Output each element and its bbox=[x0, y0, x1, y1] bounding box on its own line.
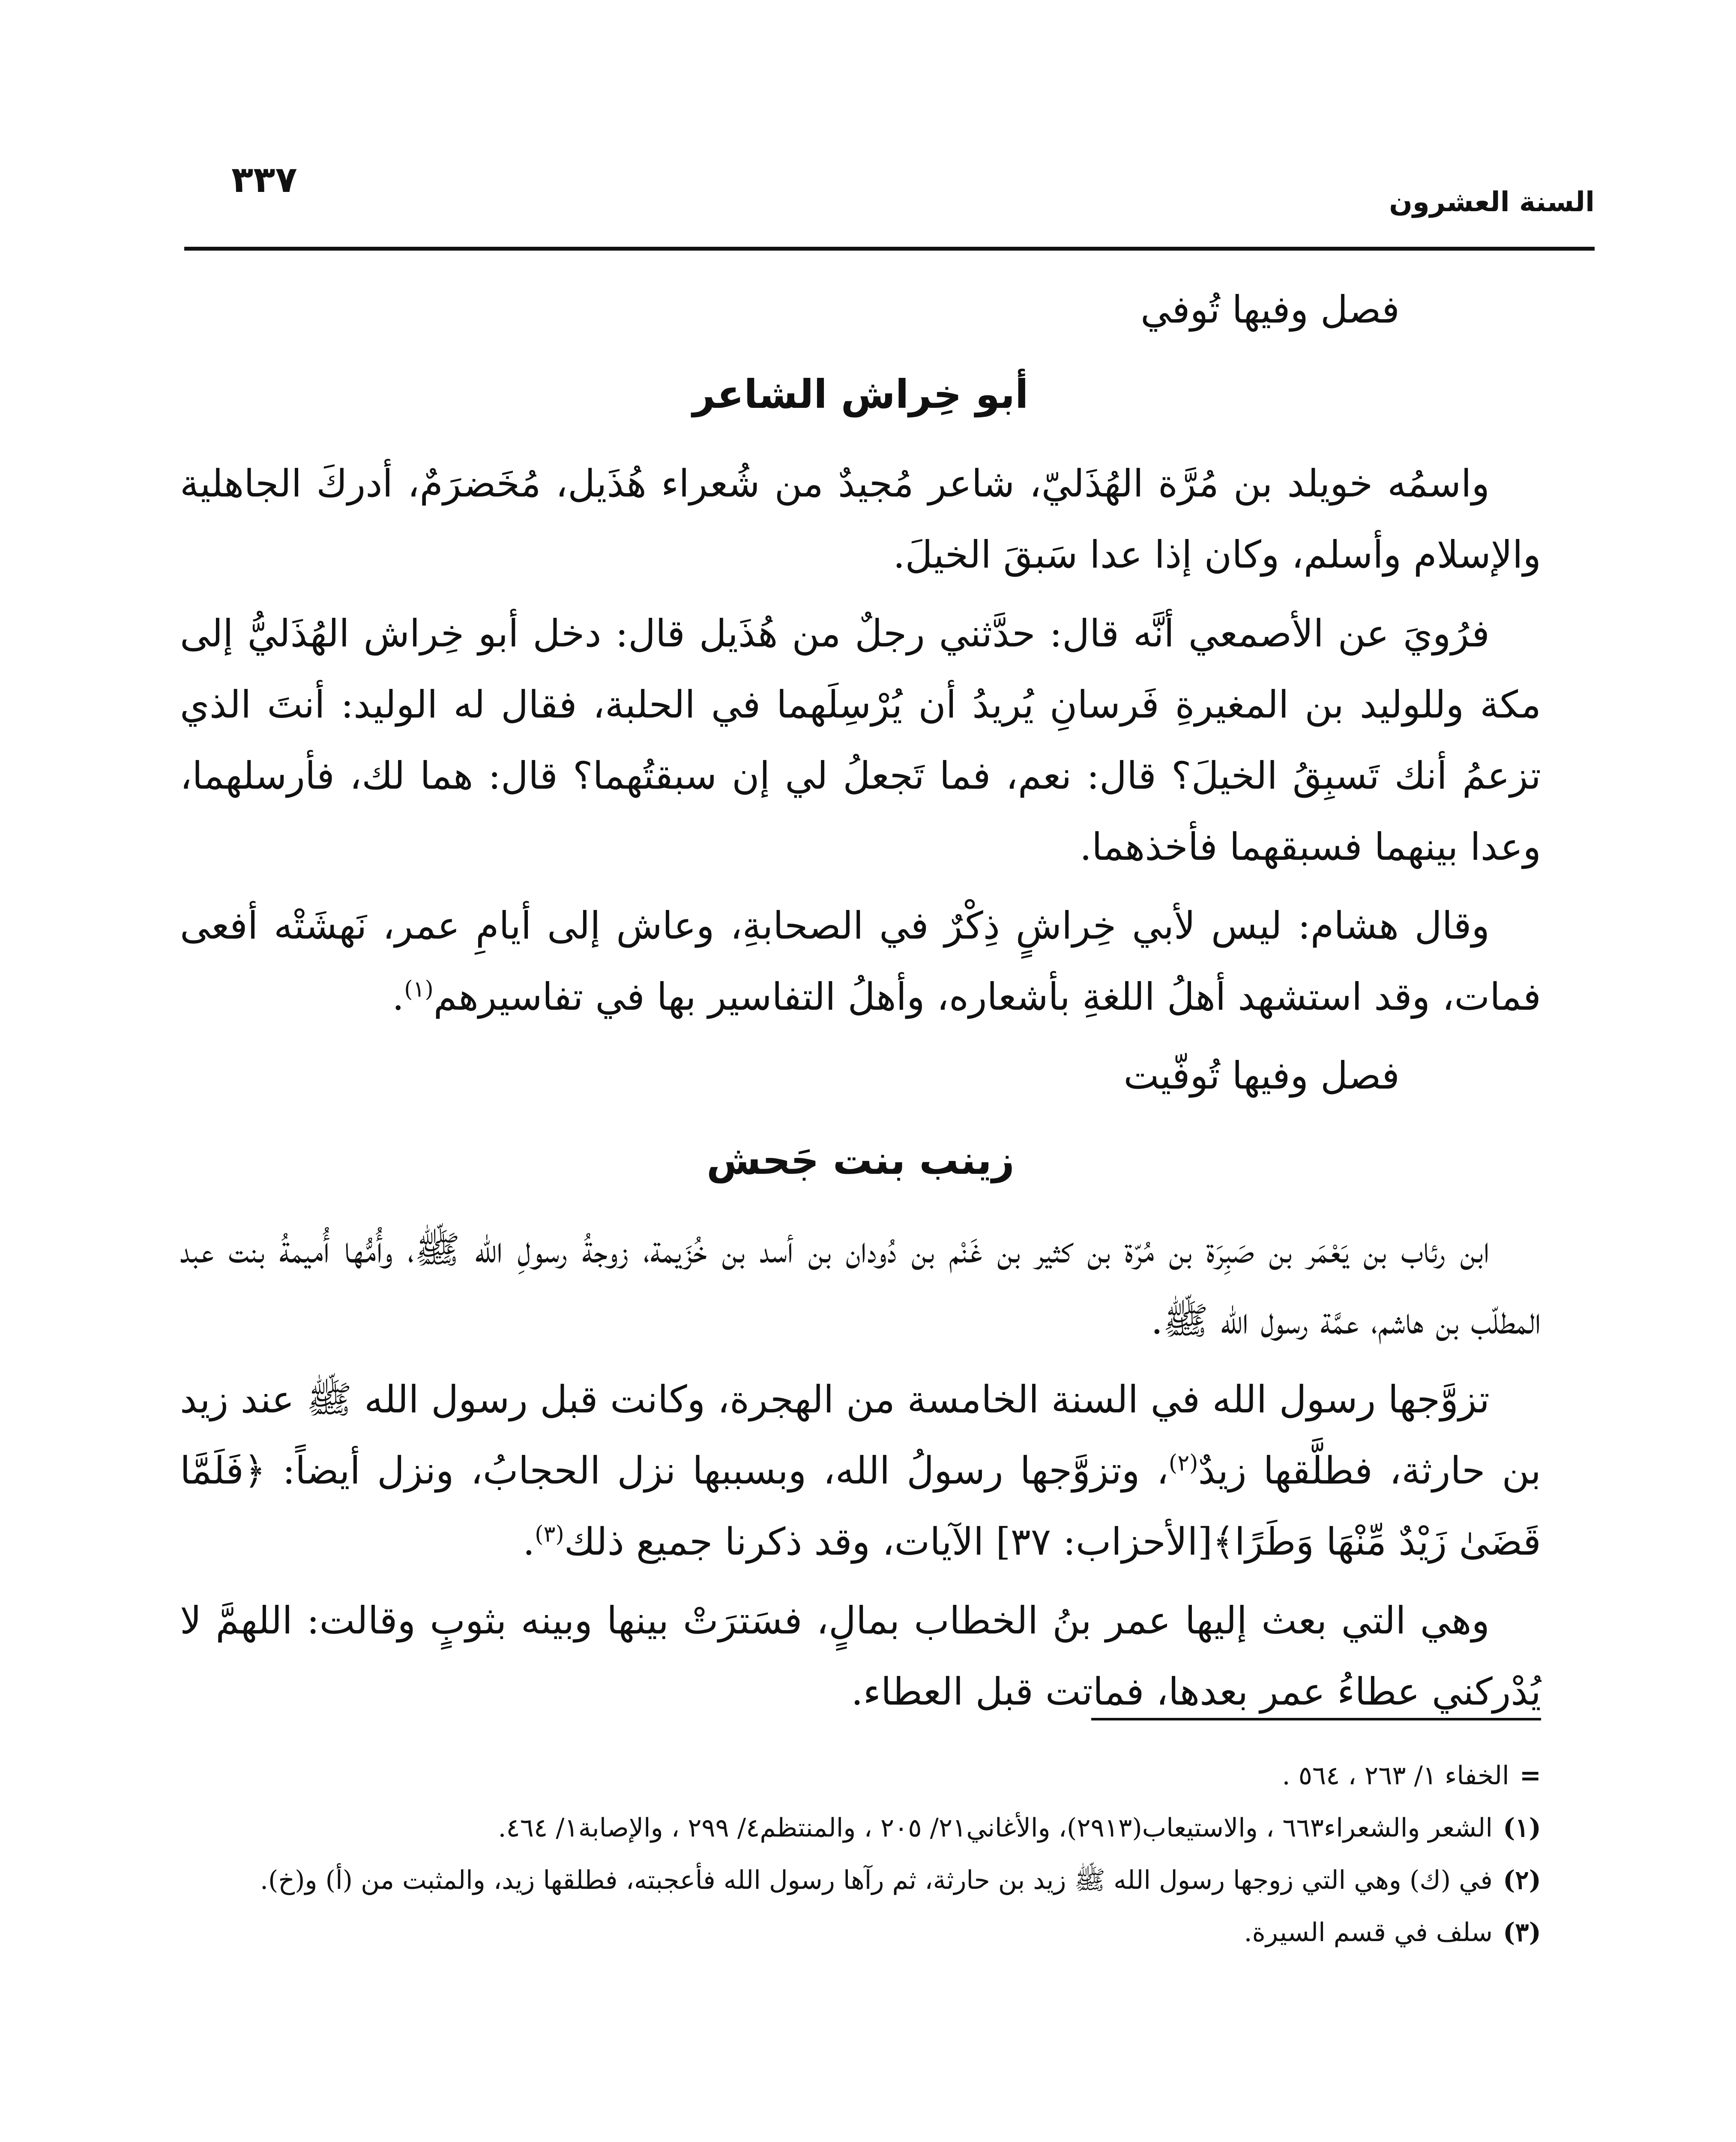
page-number: ٣٣٧ bbox=[231, 159, 297, 200]
paragraph-text: تزوَّجها رسول الله في السنة الخامسة من الهجرة، وكانت قبل رسول الله ﷺ عند زيد بن حارثة، فطلَّقها زيدٌ bbox=[180, 1377, 1541, 1493]
sentence-end: . bbox=[523, 1520, 535, 1564]
footnote-item bbox=[180, 1804, 1541, 1852]
footnote-text: الخفاء ١/ ٢٦٣ ، ٥٦٤ . bbox=[1282, 1761, 1509, 1791]
running-title: السنة العشرون bbox=[1389, 186, 1595, 218]
footnote-text: الشعر والشعراء٦٦٣ ، والاستيعاب(٢٩١٣)، والأغاني٢١/ ٢٠٥ ، والمنتظم٤/ ٢٩٩ ، والإصابة١/ ٤٦٤. bbox=[498, 1813, 1493, 1843]
section-label: فصل وفيها تُوفي bbox=[1140, 287, 1400, 332]
section-heading: زينب بنت جَحش bbox=[706, 1137, 1015, 1183]
footnote-list bbox=[180, 1752, 1541, 1961]
paragraph-text: وقال هشام: ليس لأبي خِراشٍ ذِكْرٌ في الصحابةِ، وعاش إلى أيامِ عمر، نَهشَتْه أفعى فمات، وقد استشهد أهلُ اللغةِ بأشعاره، وأهلُ التفاسير بها في تفاسيرهم bbox=[180, 903, 1541, 1019]
paragraph-text: ، وتزوَّجها رسولُ الله، وبسببها نزل الحجابُ، ونزل أيضاً: ﴿فَلَمَّا قَضَىٰ زَيْدٌ مِّنْهَا وَطَرًا﴾[الأحزاب: ٣٧] الآيات، وقد ذكرنا جميع ذلك bbox=[180, 1448, 1541, 1564]
footnote-marker: (١) bbox=[1503, 1813, 1541, 1843]
paragraph: وهي التي بعث إليها عمر بنُ الخطاب بمالٍ، فسَترَتْ بينها وبينه بثوبٍ وقالت: اللهمَّ لا يُدْركني عطاءُ عمر بعدها، فماتت قبل العطاء. bbox=[180, 1598, 1541, 1714]
paragraph: واسمُه خويلد بن مُرَّة الهُذَليّ، شاعر مُجيدٌ من شُعراء هُذَيل، مُخَضرَمٌ، أدركَ الجاهلية والإسلام وأسلم، وكان إذا عدا سَبقَ الخيلَ. bbox=[180, 461, 1541, 577]
page-body bbox=[180, 274, 1541, 1735]
footnote-reference: (٣) bbox=[535, 1521, 564, 1547]
header-rule bbox=[184, 247, 1595, 251]
sentence-end: . bbox=[392, 975, 404, 1019]
paragraph bbox=[180, 1364, 1541, 1577]
footnote-marker: (٣) bbox=[1503, 1918, 1541, 1948]
footnote-marker: (٢) bbox=[1503, 1865, 1541, 1895]
footnote-text: سلف في قسم السيرة. bbox=[1244, 1918, 1493, 1948]
footnote-item bbox=[180, 1857, 1541, 1904]
footnote-marker: = bbox=[1519, 1761, 1541, 1791]
footnote-item bbox=[180, 1752, 1541, 1799]
footnote-reference: (٢) bbox=[1168, 1450, 1198, 1476]
footnote-item bbox=[180, 1909, 1541, 1956]
paragraph bbox=[180, 890, 1541, 1032]
footnote-rule bbox=[1091, 1718, 1541, 1720]
section-heading: أبو خِراش الشاعر bbox=[692, 371, 1029, 417]
paragraph: فرُويَ عن الأصمعي أنَّه قال: حدَّثني رجلٌ من هُذَيل قال: دخل أبو خِراش الهُذَليُّ إلى مكة وللوليد بن المغيرةِ فَرسانِ يُريدُ أن يُرْسِلَهما في الحلبة، فقال له الوليد: أنتَ الذي تزعمُ أنك تَسبِقُ الخيلَ؟ قال: نعم، فما تَجعلُ لي إن سبقتُهما؟ قال: هما لك، فأرسلهما، وعدا بينهما فسبقهما فأخذهما. bbox=[180, 611, 1541, 869]
paragraph: ابن رئاب بن يَعْمَر بن صَبِرَة بن مُرّة بن كثير بن غَنْم بن دُودان بن أسد بن خُزَيمة، زوجةُ رسولِ الله ﷺ، وأُمُّها أُميمةُ بنت عبد المطلّب بن هاشم، عمَّة رسول الله ﷺ. bbox=[180, 1227, 1541, 1343]
page-header bbox=[184, 141, 1595, 251]
footnote-text: في (ك) وهي التي زوجها رسول الله ﷺ زيد بن حارثة، ثم رآها رسول الله فأعجبته، فطلقها زيد، والمثبت من (أ) و(خ). bbox=[260, 1865, 1493, 1895]
section-label: فصل وفيها تُوفّيت bbox=[1123, 1053, 1400, 1098]
footnote-reference: (١) bbox=[404, 976, 434, 1002]
